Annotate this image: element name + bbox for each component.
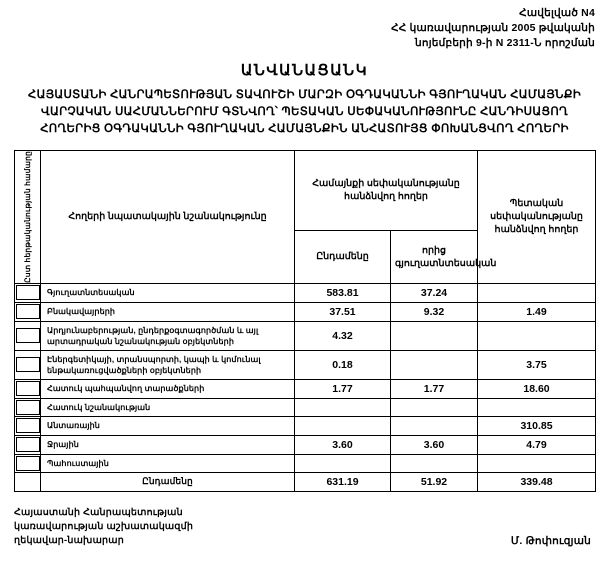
- subtitle-line-3: ՀՈՂԵՐԻՑ ՕԳԴԱԿԱՆՆԻ ԳՅՈՒՂԱԿԱՆ ՀԱՄԱՅՆՔԻՆ ԱՆՀԱՏՈՒՅՑ ՓՈԽԱՆՑՎՈՂ ՀՈՂԵՐԻ: [40, 123, 569, 135]
- table-row: [15, 435, 596, 454]
- row-checkbox[interactable]: [15, 302, 41, 321]
- footer-line-2: կառավարության աշխատակազմի: [14, 520, 194, 532]
- row-state: 4.79: [478, 435, 596, 454]
- table-row: [15, 302, 596, 321]
- row-total: 4.32: [295, 321, 391, 350]
- annex-header-line-3: նոյեմբերի 9-ի N 2311-Ն որոշման: [415, 37, 595, 49]
- header-state-col: Պետական սեփականությանը հանձնվող հողեր: [478, 151, 596, 284]
- row-name: Անտառային: [41, 416, 295, 435]
- checkbox-icon[interactable]: [16, 418, 40, 433]
- row-name: Հատուկ պահպանվող տարածքների: [41, 379, 295, 398]
- row-total: 583.81: [295, 283, 391, 302]
- header-order-col: [15, 151, 41, 284]
- total-row-state: 339.48: [478, 472, 596, 491]
- row-name: Էներգետիկայի, տրանսպորտի, կապի և կոմունալ ենթակառուցվածքների օբյեկտների: [41, 350, 295, 379]
- row-checkbox[interactable]: [15, 283, 41, 302]
- table-row: [15, 350, 596, 379]
- row-agricultural: [391, 398, 478, 416]
- row-state: [478, 454, 596, 472]
- row-total: 0.18: [295, 350, 391, 379]
- row-checkbox[interactable]: [15, 454, 41, 472]
- subtitle-line-2: ՎԱՐՉԱԿԱՆ ՍԱՀՄԱՆՆԵՐՈՒՄ ԳՏՆՎՈՂ՝ ՊԵՏԱԿԱՆ ՍԵՓԱԿԱՆՈՒԹՅՈՒՆԸ ՀԱՆԴԻՍԱՑՈՂ: [41, 106, 568, 118]
- row-state: [478, 398, 596, 416]
- table-row: [15, 321, 596, 350]
- annex-header: [14, 6, 595, 51]
- row-total: [295, 454, 391, 472]
- row-checkbox[interactable]: [15, 350, 41, 379]
- row-name: Արդյունաբերության, ընդերքօգտագործման և այլ արտադրական նշանակության օբյեկտների: [41, 321, 295, 350]
- checkbox-icon[interactable]: [16, 381, 40, 396]
- row-state: 1.49: [478, 302, 596, 321]
- signature-name: Մ. Թոփուզյան: [510, 534, 591, 547]
- checkbox-icon[interactable]: [16, 437, 40, 452]
- checkbox-icon[interactable]: [16, 304, 40, 319]
- footer-line-3: ղեկավար-նախարար: [14, 534, 124, 546]
- row-total: [295, 416, 391, 435]
- annex-header-line-1: Հավելված N4: [519, 7, 595, 19]
- row-total: 37.51: [295, 302, 391, 321]
- row-name: Ջրային: [41, 435, 295, 454]
- row-name: Բնակավայրերի: [41, 302, 295, 321]
- total-row-total: 631.19: [295, 472, 391, 491]
- row-checkbox[interactable]: [15, 379, 41, 398]
- checkbox-icon[interactable]: [16, 285, 40, 300]
- row-state: 18.60: [478, 379, 596, 398]
- table-row: [15, 416, 596, 435]
- row-agricultural: [391, 454, 478, 472]
- annex-header-line-2: ՀՀ կառավարության 2005 թվականի: [391, 22, 595, 34]
- row-checkbox[interactable]: [15, 435, 41, 454]
- header-sub-agricultural: որից գյուղատնտեսական: [391, 230, 478, 283]
- table-row: [15, 454, 596, 472]
- table-row: [15, 379, 596, 398]
- header-name-col: Հողերի նպատակային նշանակությունը: [41, 151, 295, 284]
- header-order-label: Ըստ հերթականության համարը: [23, 151, 32, 283]
- row-checkbox[interactable]: [15, 416, 41, 435]
- header-community-group: Համայնքի սեփականությանը հանձնվող հողեր: [295, 151, 478, 231]
- footer-line-1: Հայաստանի Հանրապետության: [14, 506, 183, 518]
- checkbox-icon[interactable]: [16, 357, 40, 372]
- row-state: [478, 321, 596, 350]
- row-name: Հատուկ նշանակության: [41, 398, 295, 416]
- row-agricultural: 1.77: [391, 379, 478, 398]
- row-agricultural: [391, 350, 478, 379]
- checkbox-icon[interactable]: [16, 400, 40, 415]
- subtitle-line-1: ՀԱՅԱՍՏԱՆԻ ՀԱՆՐԱՊԵՏՈՒԹՅԱՆ ՏԱՎՈՒՇԻ ՄԱՐԶԻ ՕԳԴԱԿԱՆՆԻ ԳՅՈՒՂԱԿԱՆ ՀԱՄԱՅՆՔԻ: [28, 89, 581, 101]
- land-allocation-table: [14, 150, 596, 492]
- row-agricultural: 37.24: [391, 283, 478, 302]
- row-name: Գյուղատնտեսական: [41, 283, 295, 302]
- row-agricultural: [391, 416, 478, 435]
- total-row-spacer: [15, 472, 41, 491]
- row-state: 310.85: [478, 416, 596, 435]
- table-row: [15, 283, 596, 302]
- total-row-agricultural: 51.92: [391, 472, 478, 491]
- row-agricultural: 9.32: [391, 302, 478, 321]
- page-title: ԱՆՎԱՆԱՑԱՆԿ: [240, 62, 369, 79]
- row-agricultural: [391, 321, 478, 350]
- document-footer: [14, 506, 595, 548]
- table-total-row: [15, 472, 596, 491]
- row-state: 3.75: [478, 350, 596, 379]
- row-total: [295, 398, 391, 416]
- row-name: Պահուստային: [41, 454, 295, 472]
- table-row: [15, 398, 596, 416]
- row-total: 3.60: [295, 435, 391, 454]
- checkbox-icon[interactable]: [16, 456, 40, 471]
- row-checkbox[interactable]: [15, 321, 41, 350]
- document-subtitle: [14, 87, 595, 138]
- row-checkbox[interactable]: [15, 398, 41, 416]
- row-agricultural: 3.60: [391, 435, 478, 454]
- header-subtotal: Ընդամենը: [295, 230, 391, 283]
- checkbox-icon[interactable]: [16, 328, 40, 343]
- row-total: 1.77: [295, 379, 391, 398]
- total-row-label: Ընդամենը: [41, 472, 295, 491]
- row-state: [478, 283, 596, 302]
